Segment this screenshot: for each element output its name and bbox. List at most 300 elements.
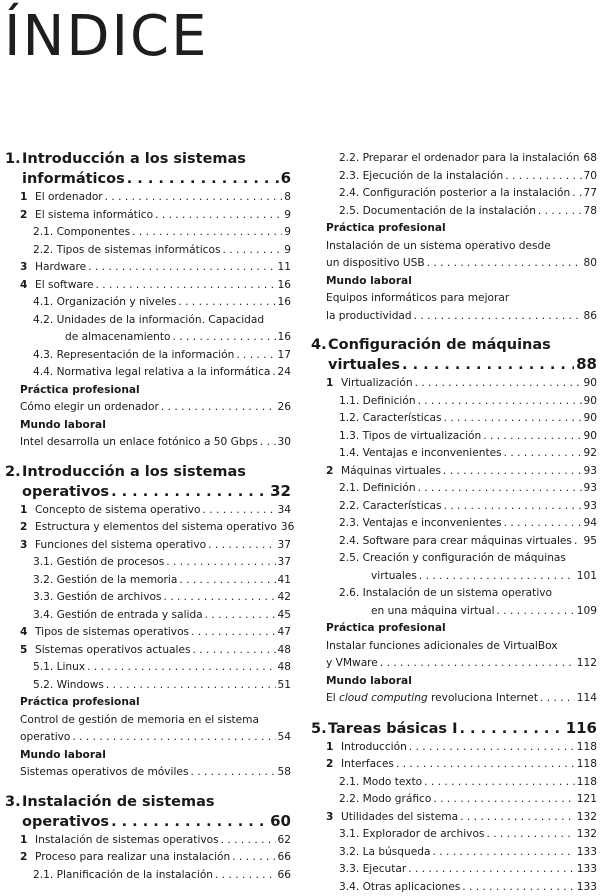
entry-text-line: Equipos informáticos para mejorar — [326, 290, 597, 308]
toc-entry[interactable] — [311, 585, 597, 620]
page-number: 66 — [278, 867, 291, 885]
toc-entry[interactable] — [5, 589, 291, 607]
entry-text — [33, 224, 130, 242]
dot-leader — [415, 375, 582, 393]
toc-entry[interactable] — [5, 259, 291, 277]
dot-leader — [178, 294, 275, 312]
toc-entry[interactable] — [311, 375, 597, 393]
page-number: 132 — [577, 809, 597, 827]
entry-text-part: 2.2. Características — [339, 500, 442, 512]
entry-line — [339, 150, 597, 168]
toc-entry[interactable] — [311, 844, 597, 862]
entry-line — [20, 259, 291, 277]
entry-line — [20, 832, 291, 850]
dot-leader — [504, 515, 582, 533]
toc-entry[interactable] — [311, 463, 597, 481]
entry-text-part: 5.2. Windows — [33, 679, 104, 691]
entry-line — [326, 308, 597, 326]
chapter-entry[interactable] — [5, 793, 291, 832]
section-number: 2 — [326, 756, 341, 774]
page-number: 60 — [270, 812, 291, 831]
page-number: 42 — [278, 589, 291, 607]
entry-text-part: 2.4. Software para crear máquinas virtuales — [339, 535, 572, 547]
page-number: 6 — [281, 169, 291, 188]
toc-entry[interactable] — [5, 224, 291, 242]
entry-text-part: 3.4. Gestión de entrada y salida — [33, 609, 203, 621]
dot-leader — [163, 589, 275, 607]
entry-text-part: 3.3. Gestión de archivos — [33, 591, 161, 603]
section-number: 1 — [326, 739, 341, 757]
toc-entry[interactable] — [311, 791, 597, 809]
page-number: 93 — [584, 498, 597, 516]
dot-leader — [427, 255, 582, 273]
toc-entry[interactable] — [311, 238, 597, 273]
entry-text-part: 3.2. Gestión de la memoria — [33, 574, 177, 586]
toc-entry[interactable] — [5, 849, 291, 867]
section-number: 1 — [20, 189, 35, 207]
entry-line — [326, 255, 597, 273]
toc-entry[interactable] — [311, 550, 597, 585]
page-number: 66 — [278, 849, 291, 867]
entry-text — [35, 849, 230, 867]
toc-entry[interactable] — [311, 879, 597, 896]
section-label: Mundo laboral — [311, 273, 597, 291]
entry-text — [326, 655, 378, 673]
entry-text — [339, 150, 580, 168]
entry-line — [20, 502, 291, 520]
entry-text — [33, 589, 161, 607]
section-number: 1 — [326, 375, 341, 393]
entry-line — [20, 624, 291, 642]
toc-entry[interactable] — [311, 185, 597, 203]
entry-line — [326, 690, 597, 708]
toc-entry[interactable] — [5, 832, 291, 850]
entry-text — [35, 259, 86, 277]
entry-text — [339, 861, 406, 879]
entry-line — [339, 861, 597, 879]
page-number: 90 — [584, 393, 597, 411]
entry-text-part: Hardware — [35, 261, 86, 273]
entry-text — [371, 568, 417, 586]
entry-text — [35, 519, 277, 537]
entry-text-part: El software — [35, 279, 94, 291]
chapter-title-line — [311, 355, 597, 375]
chapter-title: Introducción a los sistemas — [22, 463, 246, 482]
toc-entry[interactable] — [5, 207, 291, 225]
dot-leader — [106, 677, 276, 695]
dot-leader — [132, 224, 282, 242]
entry-text — [20, 764, 188, 782]
chapter-title-line — [5, 812, 291, 832]
entry-text — [33, 867, 213, 885]
entry-text — [339, 168, 503, 186]
entry-text-part: 2.3. Ventajas e inconvenientes — [339, 517, 502, 529]
entry-text-part: Máquinas virtuales — [341, 465, 441, 477]
toc-entry[interactable] — [5, 399, 291, 417]
entry-line — [339, 168, 597, 186]
entry-line — [33, 364, 291, 382]
entry-text — [35, 537, 206, 555]
entry-line — [20, 434, 291, 452]
chapter-title: Introducción a los sistemas — [22, 150, 246, 169]
entry-text-part: 3.4. Otras aplicaciones — [339, 881, 460, 893]
page-number: 109 — [577, 603, 597, 621]
dot-leader — [402, 356, 574, 375]
entry-text-line: 4.2. Unidades de la información. Capacidad — [33, 312, 291, 330]
entry-text — [339, 480, 416, 498]
dot-leader — [236, 347, 275, 365]
entry-line — [339, 844, 597, 862]
entry-text-part: Utilidades del sistema — [341, 811, 458, 823]
page-number: 37 — [278, 554, 291, 572]
dot-leader — [161, 399, 276, 417]
entry-text-part: Cómo elegir un ordenador — [20, 401, 159, 413]
entry-text-part: un dispositivo USB — [326, 257, 425, 269]
entry-text — [33, 294, 176, 312]
page-number: 90 — [584, 428, 597, 446]
dot-leader — [540, 690, 575, 708]
page-number: 77 — [584, 185, 597, 203]
page-number: 133 — [577, 879, 597, 896]
page-number: 92 — [584, 445, 597, 463]
entry-text-part: 3.1. Gestión de procesos — [33, 556, 164, 568]
dot-leader — [223, 242, 283, 260]
entry-line — [33, 589, 291, 607]
page-number: 121 — [577, 791, 597, 809]
dot-leader — [105, 189, 283, 207]
page-number: 88 — [576, 355, 597, 374]
entry-line — [33, 677, 291, 695]
toc-entry[interactable] — [311, 290, 597, 325]
entry-text — [339, 826, 484, 844]
toc-entry[interactable] — [5, 434, 291, 452]
dot-leader — [444, 498, 582, 516]
entry-line — [33, 572, 291, 590]
page-number: 116 — [566, 719, 597, 738]
entry-text-part: 1.4. Ventajas e inconvenientes — [339, 447, 502, 459]
entry-text — [35, 642, 191, 660]
entry-text-line: Instalación de un sistema operativo desde — [326, 238, 597, 256]
entry-line — [339, 393, 597, 411]
entry-text-part: 2.2. Tipos de sistemas informáticos — [33, 244, 221, 256]
toc-entry[interactable] — [5, 642, 291, 660]
dot-leader — [203, 502, 276, 520]
entry-line — [339, 203, 597, 221]
chapter-title: Configuración de máquinas — [328, 336, 551, 355]
entry-line — [339, 879, 597, 896]
toc-entry[interactable] — [311, 515, 597, 533]
page-number: 24 — [278, 364, 291, 382]
toc-entry[interactable] — [5, 624, 291, 642]
dot-leader — [504, 445, 582, 463]
chapter-number: 1. — [5, 150, 22, 169]
page-number: 9 — [284, 224, 291, 242]
entry-line — [326, 375, 597, 393]
entry-text-part: Tipos de sistemas operativos — [35, 626, 189, 638]
entry-text — [33, 364, 270, 382]
entry-text — [341, 463, 441, 481]
page-number: 34 — [278, 502, 291, 520]
page-number: 132 — [577, 826, 597, 844]
page-number: 86 — [584, 308, 597, 326]
page-number: 118 — [577, 739, 597, 757]
entry-text-part: 4.4. Normativa legal relativa a la informática — [33, 366, 270, 378]
entry-text-part: 2.3. Ejecución de la instalación — [339, 170, 503, 182]
toc-entry[interactable] — [311, 861, 597, 879]
toc-entry[interactable] — [5, 607, 291, 625]
entry-text — [33, 242, 221, 260]
toc-entry[interactable] — [5, 677, 291, 695]
dot-leader — [433, 791, 574, 809]
entry-text — [35, 832, 219, 850]
dot-leader — [215, 867, 275, 885]
toc-entry[interactable] — [5, 519, 291, 537]
toc-entry[interactable] — [5, 347, 291, 365]
section-number: 5 — [20, 642, 35, 660]
entry-line — [33, 607, 291, 625]
toc-entry[interactable] — [5, 312, 291, 347]
section-number: 2 — [326, 463, 341, 481]
page-number: 16 — [278, 277, 291, 295]
entry-text-part: 2.1. Componentes — [33, 226, 130, 238]
dot-leader — [414, 308, 582, 326]
chapter-title-end: virtuales — [328, 356, 400, 375]
toc-entry[interactable] — [311, 150, 597, 168]
entry-text — [341, 375, 413, 393]
entry-line — [339, 480, 597, 498]
chapter-number: 2. — [5, 463, 22, 482]
toc-entry[interactable] — [5, 537, 291, 555]
entry-text-part: Virtualización — [341, 377, 413, 389]
entry-text — [371, 603, 495, 621]
page-number: 133 — [577, 844, 597, 862]
chapter-title-end: informáticos — [22, 170, 125, 189]
entry-text-part: Introducción — [341, 741, 407, 753]
page-number: 112 — [577, 655, 597, 673]
dot-leader — [538, 203, 582, 221]
toc-entry[interactable] — [5, 364, 291, 382]
section-number: 1 — [20, 502, 35, 520]
entry-text-part: 2.1. Definición — [339, 482, 416, 494]
toc-entry[interactable] — [5, 867, 291, 885]
dot-leader — [460, 809, 575, 827]
chapter-heading — [311, 719, 597, 739]
chapter-title-line — [5, 482, 291, 502]
dot-leader — [72, 729, 275, 747]
entry-text — [326, 308, 412, 326]
toc-entry[interactable] — [311, 498, 597, 516]
entry-line — [326, 809, 597, 827]
toc-entry[interactable] — [5, 242, 291, 260]
page-number: 32 — [270, 482, 291, 501]
toc-entry[interactable] — [5, 764, 291, 782]
toc-entry[interactable] — [311, 809, 597, 827]
dot-leader — [418, 480, 582, 498]
toc-entry[interactable] — [311, 638, 597, 673]
dot-leader — [190, 764, 275, 782]
entry-text — [35, 189, 103, 207]
toc-entry[interactable] — [5, 712, 291, 747]
page-number: 47 — [278, 624, 291, 642]
page-number: 62 — [278, 832, 291, 850]
entry-text — [33, 607, 203, 625]
entry-text — [339, 203, 536, 221]
entry-text-part: virtuales — [371, 570, 417, 582]
chapter-number: 4. — [311, 336, 328, 355]
toc-entry[interactable] — [311, 393, 597, 411]
chapter-number: 5. — [311, 720, 328, 739]
entry-text — [341, 809, 458, 827]
entry-text-line: 2.6. Instalación de un sistema operativo — [339, 585, 597, 603]
page-number: 8 — [284, 189, 291, 207]
page-number: 78 — [584, 203, 597, 221]
entry-text — [35, 624, 189, 642]
section-number: 1 — [20, 832, 35, 850]
entry-line — [20, 849, 291, 867]
dot-leader — [483, 428, 581, 446]
entry-text-part: y VMware — [326, 657, 378, 669]
toc-entry[interactable] — [5, 572, 291, 590]
entry-text-line: Control de gestión de memoria en el sistema — [20, 712, 291, 730]
entry-line — [20, 519, 291, 537]
entry-text-part: 3.2. La búsqueda — [339, 846, 430, 858]
dot-leader — [505, 168, 581, 186]
chapter-title: Instalación de sistemas — [22, 793, 215, 812]
page-number: 36 — [281, 519, 294, 537]
section-label: Mundo laboral — [5, 417, 291, 435]
section-number: 2 — [20, 519, 35, 537]
entry-text-part: 4.1. Organización y niveles — [33, 296, 176, 308]
page-number: 70 — [584, 168, 597, 186]
toc-entry[interactable] — [5, 277, 291, 295]
entry-text-part: Sistemas operativos de móviles — [20, 766, 188, 778]
page-title: ÍNDICE — [4, 2, 209, 72]
toc-entry[interactable] — [311, 756, 597, 774]
chapter-entry[interactable] — [5, 463, 291, 502]
entry-line — [339, 515, 597, 533]
toc-entry[interactable] — [311, 739, 597, 757]
entry-line — [339, 445, 597, 463]
entry-line — [339, 774, 597, 792]
dot-leader — [173, 329, 276, 347]
toc-entry[interactable] — [5, 554, 291, 572]
chapter-entry[interactable] — [5, 150, 291, 189]
entry-text — [339, 185, 570, 203]
dot-leader — [409, 739, 575, 757]
page-number: 133 — [577, 861, 597, 879]
dot-leader — [419, 568, 575, 586]
entry-text — [339, 498, 442, 516]
dot-leader — [432, 844, 574, 862]
toc-entry[interactable] — [311, 826, 597, 844]
entry-line — [339, 826, 597, 844]
dot-leader — [191, 624, 275, 642]
entry-text-part: en una máquina virtual — [371, 605, 495, 617]
toc-entry[interactable] — [311, 410, 597, 428]
dot-leader — [96, 277, 276, 295]
entry-text — [33, 677, 104, 695]
page-number: 30 — [278, 434, 291, 452]
entry-text-part: 1.3. Tipos de virtualización — [339, 430, 481, 442]
toc-entry[interactable] — [5, 189, 291, 207]
toc-entry[interactable] — [311, 480, 597, 498]
toc-entry[interactable] — [311, 690, 597, 708]
entry-text-part: 2.1. Modo texto — [339, 776, 422, 788]
chapter-heading — [5, 793, 291, 812]
entry-text-part: 4.3. Representación de la información — [33, 349, 234, 361]
page-number: 68 — [584, 150, 597, 168]
toc-entry[interactable] — [5, 659, 291, 677]
page-number: 118 — [577, 756, 597, 774]
entry-text — [339, 393, 416, 411]
entry-text-part: 1.2. Características — [339, 412, 442, 424]
dot-leader — [87, 659, 275, 677]
toc-entry[interactable] — [311, 203, 597, 221]
toc-entry[interactable] — [5, 294, 291, 312]
entry-text — [339, 533, 572, 551]
toc-entry[interactable] — [311, 774, 597, 792]
entry-text — [65, 329, 171, 347]
dot-leader — [408, 861, 574, 879]
entry-text — [341, 739, 407, 757]
entry-line — [20, 764, 291, 782]
chapter-title-end: operativos — [22, 483, 109, 502]
entry-text-part: El — [326, 692, 339, 704]
chapter-title-line — [5, 169, 291, 189]
entry-text-part: 1.1. Definición — [339, 395, 416, 407]
page-number: 95 — [584, 533, 597, 551]
page-number: 37 — [278, 537, 291, 555]
section-number: 2 — [20, 207, 35, 225]
chapter-title-end: operativos — [22, 813, 109, 832]
entry-text — [35, 502, 201, 520]
entry-line — [326, 739, 597, 757]
entry-line — [326, 655, 597, 673]
page-number: 118 — [577, 774, 597, 792]
chapter-entry[interactable] — [311, 719, 597, 739]
entry-line — [33, 659, 291, 677]
page-number: 16 — [278, 294, 291, 312]
toc-entry[interactable] — [311, 445, 597, 463]
entry-line — [20, 189, 291, 207]
dot-leader — [272, 364, 275, 382]
entry-line — [33, 554, 291, 572]
page-number: 93 — [584, 463, 597, 481]
page-number: 48 — [278, 659, 291, 677]
entry-text — [20, 434, 258, 452]
chapter-heading — [311, 336, 597, 355]
toc-entry[interactable] — [311, 428, 597, 446]
section-label: Práctica profesional — [311, 620, 597, 638]
chapter-number: 3. — [5, 793, 22, 812]
dot-leader — [166, 554, 275, 572]
entry-text-part: Concepto de sistema operativo — [35, 504, 201, 516]
entry-text-part: Instalación de sistemas operativos — [35, 834, 219, 846]
dot-leader — [486, 826, 574, 844]
section-label: Mundo laboral — [5, 747, 291, 765]
toc-entry[interactable] — [311, 168, 597, 186]
toc-entry[interactable] — [311, 533, 597, 551]
dot-leader — [443, 463, 582, 481]
chapter-entry[interactable] — [311, 336, 597, 375]
toc-entry[interactable] — [5, 502, 291, 520]
section-label: Práctica profesional — [5, 694, 291, 712]
dot-leader — [574, 533, 582, 551]
entry-line — [33, 242, 291, 260]
entry-text — [339, 844, 430, 862]
page-number: 16 — [278, 329, 291, 347]
entry-text-part: Interfaces — [341, 758, 394, 770]
